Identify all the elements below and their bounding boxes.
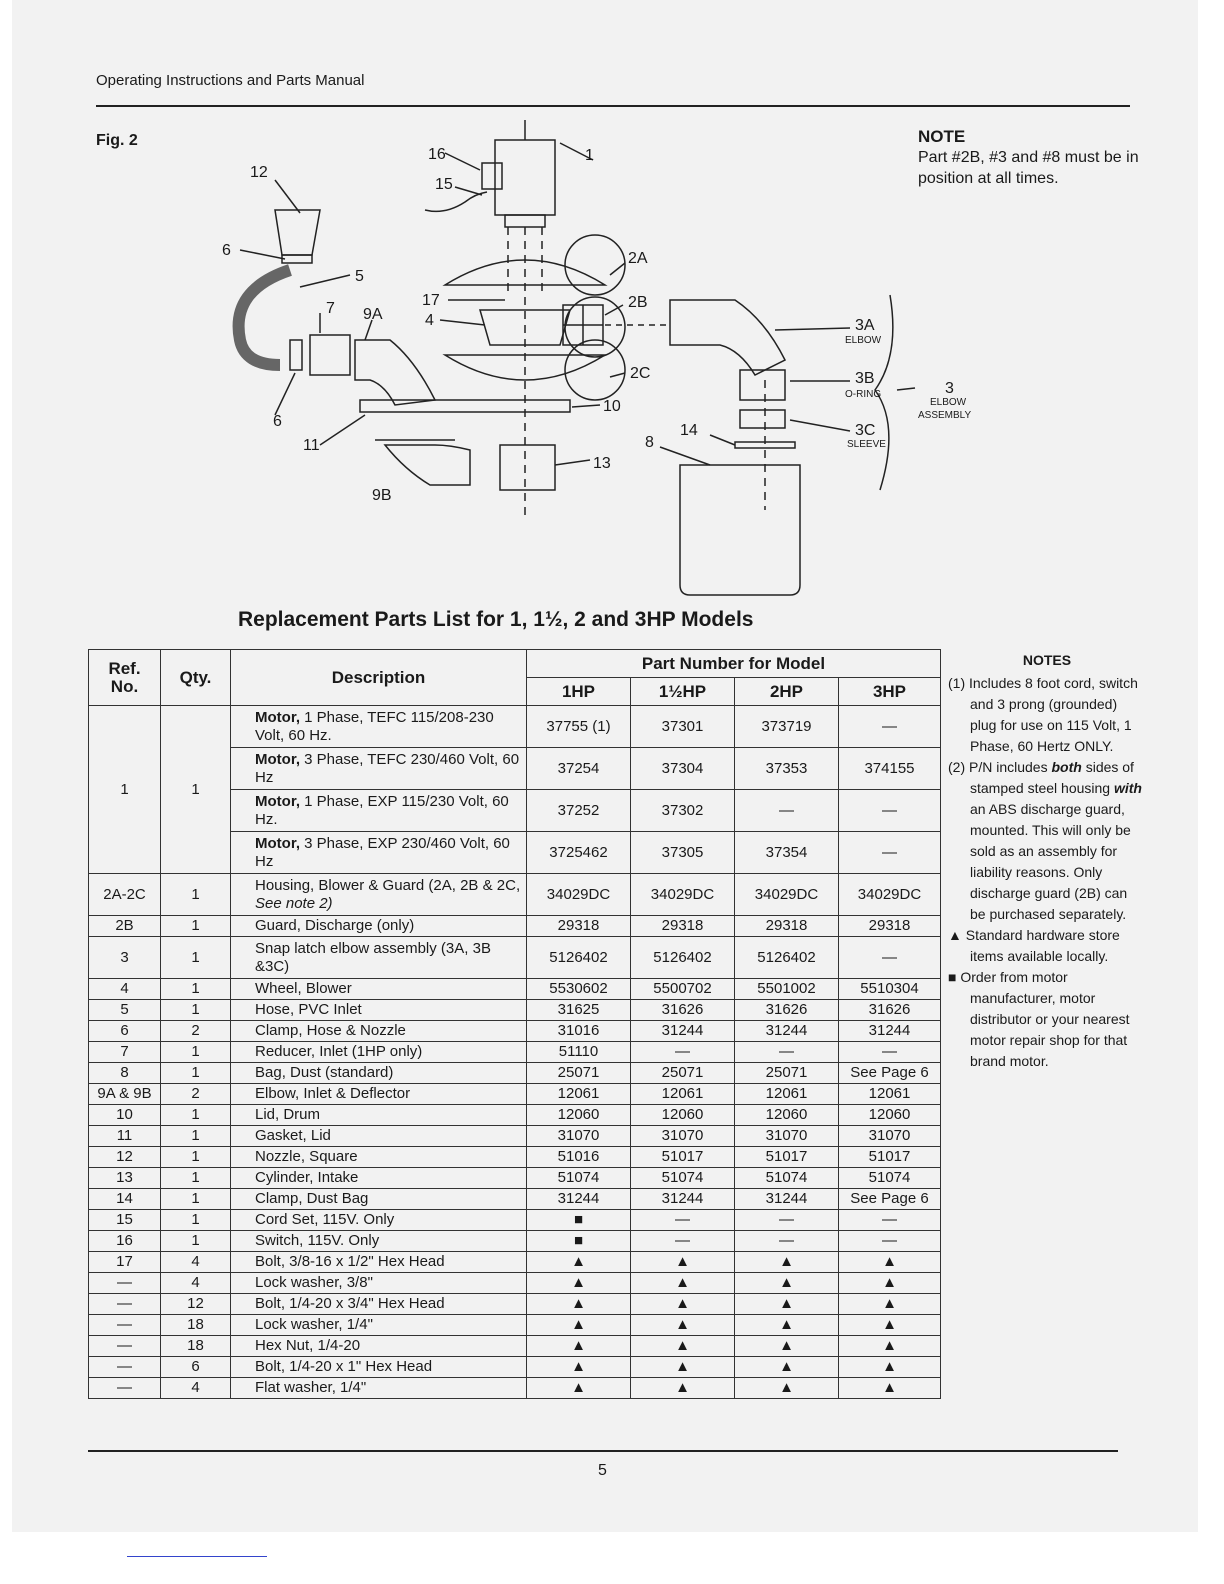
callout-7: 7 (326, 300, 335, 317)
note-text: Part #2B, #3 and #8 must be in position at all times. (918, 149, 1139, 187)
note-1: (1) Includes 8 foot cord, switch and 3 prong (grounded) plug for use on 115 Volt, 1 Phase, 60 Hertz ONLY. (948, 675, 1138, 754)
table-row (89, 1021, 941, 1042)
cell-3hp: 51074 (839, 1168, 941, 1189)
cell-2hp: ▲ (735, 1273, 839, 1294)
callout-12: 12 (250, 164, 268, 181)
parts-table (88, 649, 941, 1399)
cell-1-5hp: 31626 (631, 1000, 735, 1021)
cell-1hp: ▲ (527, 1252, 631, 1273)
cell-3hp: — (839, 1231, 941, 1252)
desc-text: 3 Phase, TEFC 230/460 Volt, 60 Hz (255, 750, 520, 786)
cell-1hp: 34029DC (527, 874, 631, 916)
cell-1-5hp: 51017 (631, 1147, 735, 1168)
table-row (89, 706, 941, 748)
desc-bold: Motor, (255, 792, 300, 810)
cell-qty: 12 (161, 1294, 231, 1315)
cell-qty: 1 (161, 1189, 231, 1210)
cell-3hp: ▲ (839, 1273, 941, 1294)
table-row (89, 1252, 941, 1273)
cell-1hp: 37252 (527, 790, 631, 832)
cell-3hp: 31070 (839, 1126, 941, 1147)
cell-ref: 9A & 9B (89, 1084, 161, 1105)
note-triangle: ▲ Standard hardware store items available locally. (948, 927, 1120, 964)
notes-panel (948, 650, 1146, 1072)
callout-15: 15 (435, 176, 453, 193)
cell-qty: 1 (161, 1147, 231, 1168)
cell-description (231, 790, 527, 832)
cell-2hp: ▲ (735, 1378, 839, 1399)
cell-3hp: — (839, 790, 941, 832)
cell-qty: 1 (161, 937, 231, 979)
notes-title: NOTES (1022, 652, 1072, 668)
footer-rule (88, 1450, 1118, 1452)
cell-2hp: 31626 (735, 1000, 839, 1021)
desc-text: 1 Phase, EXP 115/230 Volt, 60 Hz. (255, 792, 509, 828)
cell-2hp: ▲ (735, 1357, 839, 1378)
cell-description: Hose, PVC Inlet (231, 1000, 527, 1021)
cell-2hp: ▲ (735, 1336, 839, 1357)
cell-2hp: ▲ (735, 1315, 839, 1336)
cell-3hp: 34029DC (839, 874, 941, 916)
cell-ref: 15 (89, 1210, 161, 1231)
cell-1-5hp: — (631, 1210, 735, 1231)
callout-3a: 3A (855, 317, 875, 334)
cell-description: Flat washer, 1/4" (231, 1378, 527, 1399)
cell-3hp: 5510304 (839, 979, 941, 1000)
cell-3hp: — (839, 937, 941, 979)
header-ref: Ref. No. (89, 650, 161, 706)
cell-description: Guard, Discharge (only) (231, 916, 527, 937)
parts-diagram (200, 115, 1000, 605)
deflector-shape (385, 445, 470, 485)
callout-17: 17 (422, 292, 440, 309)
desc-text: Housing, Blower & Guard (2A, 2B & 2C, (255, 876, 521, 894)
cell-1hp: 31070 (527, 1126, 631, 1147)
cell-ref: 3 (89, 937, 161, 979)
cell-description: Bolt, 1/4-20 x 1" Hex Head (231, 1357, 527, 1378)
callout-10: 10 (603, 398, 621, 415)
cell-description: Cylinder, Intake (231, 1168, 527, 1189)
cell-qty: 4 (161, 1252, 231, 1273)
cell-2hp: 29318 (735, 916, 839, 937)
cell-qty: 1 (161, 1126, 231, 1147)
cell-ref: 7 (89, 1042, 161, 1063)
table-row (89, 1189, 941, 1210)
cell-1-5hp: 5126402 (631, 937, 735, 979)
cell-1-5hp: 5500702 (631, 979, 735, 1000)
cell-ref: — (89, 1336, 161, 1357)
header-part-number-group: Part Number for Model (527, 650, 941, 678)
cell-ref: 2B (89, 916, 161, 937)
cell-qty: 1 (161, 1000, 231, 1021)
cell-qty: 2 (161, 1021, 231, 1042)
cell-ref: — (89, 1378, 161, 1399)
cell-ref: 14 (89, 1189, 161, 1210)
desc-bold: Motor, (255, 750, 300, 768)
cell-2hp: — (735, 1231, 839, 1252)
table-title: Replacement Parts List for 1, 1½, 2 and 3HP Models (238, 608, 754, 631)
cell-description: Elbow, Inlet & Deflector (231, 1084, 527, 1105)
table-row (89, 979, 941, 1000)
callout-3c: 3C (855, 422, 876, 439)
cell-1hp: 5530602 (527, 979, 631, 1000)
cell-qty: 18 (161, 1315, 231, 1336)
cell-3hp: 51017 (839, 1147, 941, 1168)
cell-2hp: — (735, 1210, 839, 1231)
cell-description: Wheel, Blower (231, 979, 527, 1000)
table-row (89, 937, 941, 979)
table-row (89, 1336, 941, 1357)
cell-1-5hp: 37305 (631, 832, 735, 874)
cell-2hp: 31070 (735, 1126, 839, 1147)
cell-qty: 2 (161, 1084, 231, 1105)
cell-1hp: 31016 (527, 1021, 631, 1042)
cell-1hp: 12060 (527, 1105, 631, 1126)
cell-ref: 12 (89, 1147, 161, 1168)
cell-2hp: 25071 (735, 1063, 839, 1084)
table-row (89, 1063, 941, 1084)
desc-bold: Motor, (255, 834, 300, 852)
callout-14: 14 (680, 422, 698, 439)
cell-1hp: 51016 (527, 1147, 631, 1168)
cell-1-5hp: 12060 (631, 1105, 735, 1126)
cell-ref: — (89, 1357, 161, 1378)
note-square: ■ Order from motor manufacturer, motor distributor or your nearest motor repair shop for that brand motor. (948, 969, 1130, 1069)
cell-description: Lock washer, 1/4" (231, 1315, 527, 1336)
cell-3hp: ▲ (839, 1336, 941, 1357)
callout-6-top: 6 (222, 242, 231, 259)
figure-label: Fig. 2 (96, 132, 138, 149)
cell-1-5hp: — (631, 1042, 735, 1063)
note-title: NOTE (918, 127, 966, 146)
callout-8: 8 (645, 434, 654, 451)
cell-3hp: 31244 (839, 1021, 941, 1042)
cell-1-5hp: 37301 (631, 706, 735, 748)
cell-1-5hp: ▲ (631, 1273, 735, 1294)
cell-description: Snap latch elbow assembly (3A, 3B &3C) (231, 937, 527, 979)
cell-qty: 1 (161, 1231, 231, 1252)
table-row (89, 1105, 941, 1126)
cell-description: Nozzle, Square (231, 1147, 527, 1168)
switch-shape (482, 163, 502, 189)
cell-1-5hp: ▲ (631, 1378, 735, 1399)
callout-elbow-2: ELBOW (930, 397, 967, 408)
callout-1: 1 (585, 147, 594, 164)
cell-qty: 1 (161, 706, 231, 874)
cell-ref: 1 (89, 706, 161, 874)
cell-3hp: 29318 (839, 916, 941, 937)
cell-qty: 18 (161, 1336, 231, 1357)
callout-elbow: ELBOW (845, 335, 882, 346)
table-row (89, 1273, 941, 1294)
cell-description: Bolt, 3/8-16 x 1/2" Hex Head (231, 1252, 527, 1273)
cell-3hp: ▲ (839, 1357, 941, 1378)
cell-1-5hp: — (631, 1231, 735, 1252)
cell-3hp: ▲ (839, 1378, 941, 1399)
cell-1-5hp: ▲ (631, 1294, 735, 1315)
reducer-shape (310, 335, 350, 375)
cell-1hp: 51110 (527, 1042, 631, 1063)
header-description: Description (231, 650, 527, 706)
cell-2hp: 373719 (735, 706, 839, 748)
cell-description (231, 874, 527, 916)
callout-11: 11 (303, 437, 320, 454)
cell-description: Lid, Drum (231, 1105, 527, 1126)
header-qty: Qty. (161, 650, 231, 706)
cell-qty: 1 (161, 1210, 231, 1231)
cell-1hp: ■ (527, 1231, 631, 1252)
cell-1hp: 5126402 (527, 937, 631, 979)
callout-sleeve: SLEEVE (847, 439, 886, 450)
table-row (89, 874, 941, 916)
cell-qty: 1 (161, 874, 231, 916)
cell-description: Cord Set, 115V. Only (231, 1210, 527, 1231)
cell-description: Bag, Dust (standard) (231, 1063, 527, 1084)
cell-description: Bolt, 1/4-20 x 3/4" Hex Head (231, 1294, 527, 1315)
cell-3hp: 12060 (839, 1105, 941, 1126)
hose-shape (239, 270, 290, 365)
cell-1-5hp: 29318 (631, 916, 735, 937)
callout-13: 13 (593, 455, 611, 472)
table-row (89, 916, 941, 937)
cell-1hp: ▲ (527, 1294, 631, 1315)
callout-2a: 2A (628, 250, 648, 267)
cell-1-5hp: ▲ (631, 1357, 735, 1378)
cell-1-5hp: ▲ (631, 1336, 735, 1357)
cell-3hp: — (839, 1210, 941, 1231)
callout-5: 5 (355, 268, 364, 285)
desc-note: See note 2) (255, 894, 333, 912)
cell-1hp: 12061 (527, 1084, 631, 1105)
cell-1hp: ▲ (527, 1315, 631, 1336)
table-row (89, 1210, 941, 1231)
cell-1-5hp: ▲ (631, 1252, 735, 1273)
page-header: Operating Instructions and Parts Manual (96, 72, 365, 89)
cell-3hp: ▲ (839, 1294, 941, 1315)
sleeve-shape (740, 410, 785, 428)
dust-bag-shape (680, 465, 800, 595)
header-3hp: 3HP (839, 678, 941, 706)
nozzle-shape (275, 210, 320, 255)
cell-ref: 4 (89, 979, 161, 1000)
inlet-elbow-shape (355, 340, 435, 405)
cell-description: Reducer, Inlet (1HP only) (231, 1042, 527, 1063)
callout-2c: 2C (630, 365, 651, 382)
cell-1-5hp: 37304 (631, 748, 735, 790)
note-2: (2) P/N includes both sides of stamped steel housing with an ABS discharge guard, mounted. This will only be sold as an assembly for liability reasons. Only discharge guard (2B) can be purchased separately. (948, 759, 1142, 922)
cell-2hp: 51074 (735, 1168, 839, 1189)
table-row (89, 1231, 941, 1252)
cell-1hp: 51074 (527, 1168, 631, 1189)
cell-description (231, 748, 527, 790)
cell-qty: 4 (161, 1378, 231, 1399)
cell-3hp: — (839, 832, 941, 874)
table-row (89, 1042, 941, 1063)
page-number: 5 (598, 1462, 607, 1479)
cell-qty: 1 (161, 1063, 231, 1084)
cell-2hp: ▲ (735, 1294, 839, 1315)
cell-1hp: ▲ (527, 1357, 631, 1378)
cell-3hp: 374155 (839, 748, 941, 790)
cell-1-5hp: 51074 (631, 1168, 735, 1189)
cell-2hp: 12061 (735, 1084, 839, 1105)
callout-4: 4 (425, 312, 434, 329)
cell-ref: 5 (89, 1000, 161, 1021)
desc-text: 3 Phase, EXP 230/460 Volt, 60 Hz (255, 834, 510, 870)
callout-9b: 9B (372, 487, 392, 504)
cell-description (231, 832, 527, 874)
callout-3b: 3B (855, 370, 875, 387)
table-row (89, 1294, 941, 1315)
cell-description (231, 706, 527, 748)
cell-description: Switch, 115V. Only (231, 1231, 527, 1252)
table-row (89, 1147, 941, 1168)
cell-description: Gasket, Lid (231, 1126, 527, 1147)
callout-assembly: ASSEMBLY (918, 410, 972, 421)
cell-qty: 1 (161, 916, 231, 937)
cell-2hp: 37354 (735, 832, 839, 874)
header-1hp: 1HP (527, 678, 631, 706)
cell-1hp: 37755 (1) (527, 706, 631, 748)
cell-1-5hp: 12061 (631, 1084, 735, 1105)
cell-3hp: 31626 (839, 1000, 941, 1021)
scan-artifact-line (127, 1556, 267, 1557)
cell-1-5hp: 31244 (631, 1021, 735, 1042)
callout-9a: 9A (363, 306, 383, 323)
callout-3: 3 (945, 380, 954, 397)
cell-ref: — (89, 1315, 161, 1336)
cell-2hp: 5501002 (735, 979, 839, 1000)
cell-ref: — (89, 1273, 161, 1294)
cell-ref: 10 (89, 1105, 161, 1126)
callout-o-ring: O-RING (845, 389, 882, 400)
cell-ref: 8 (89, 1063, 161, 1084)
lid-shape (360, 400, 570, 412)
desc-bold: Motor, (255, 708, 300, 726)
callout-6-bottom: 6 (273, 413, 282, 430)
cell-1-5hp: 37302 (631, 790, 735, 832)
cell-1-5hp: 25071 (631, 1063, 735, 1084)
table-row (89, 1168, 941, 1189)
cell-1hp: 31244 (527, 1189, 631, 1210)
cell-1hp: 31625 (527, 1000, 631, 1021)
callout-16: 16 (428, 146, 446, 163)
cell-3hp: See Page 6 (839, 1189, 941, 1210)
cell-1-5hp: 31070 (631, 1126, 735, 1147)
header-rule (96, 105, 1130, 107)
cell-3hp: 12061 (839, 1084, 941, 1105)
table-row (89, 1378, 941, 1399)
table-row (89, 1357, 941, 1378)
elbow-3a-shape (670, 300, 785, 375)
cell-ref: 6 (89, 1021, 161, 1042)
cell-1-5hp: ▲ (631, 1315, 735, 1336)
table-row (89, 1315, 941, 1336)
cell-2hp: — (735, 1042, 839, 1063)
cell-1hp: ▲ (527, 1336, 631, 1357)
cell-2hp: 5126402 (735, 937, 839, 979)
callout-2b: 2B (628, 294, 648, 311)
cell-1hp: ▲ (527, 1378, 631, 1399)
cell-2hp: 51017 (735, 1147, 839, 1168)
cell-2hp: ▲ (735, 1252, 839, 1273)
cell-description: Clamp, Hose & Nozzle (231, 1021, 527, 1042)
cell-3hp: See Page 6 (839, 1063, 941, 1084)
cell-3hp: ▲ (839, 1252, 941, 1273)
cell-3hp: ▲ (839, 1315, 941, 1336)
intake-cylinder-shape (500, 445, 555, 490)
cell-ref: 11 (89, 1126, 161, 1147)
cell-qty: 4 (161, 1273, 231, 1294)
cell-qty: 6 (161, 1357, 231, 1378)
cell-ref: — (89, 1294, 161, 1315)
cell-1-5hp: 34029DC (631, 874, 735, 916)
header-1-5hp: 1½HP (631, 678, 735, 706)
cell-3hp: — (839, 1042, 941, 1063)
cell-ref: 17 (89, 1252, 161, 1273)
cell-1hp: 29318 (527, 916, 631, 937)
cell-3hp: — (839, 706, 941, 748)
cell-2hp: 34029DC (735, 874, 839, 916)
table-row (89, 1084, 941, 1105)
cell-1hp: ■ (527, 1210, 631, 1231)
cell-2hp: 12060 (735, 1105, 839, 1126)
cell-2hp: 31244 (735, 1021, 839, 1042)
cell-ref: 2A-2C (89, 874, 161, 916)
cell-qty: 1 (161, 1105, 231, 1126)
cell-2hp: — (735, 790, 839, 832)
motor-shape (495, 140, 555, 215)
desc-text: 1 Phase, TEFC 115/208-230 Volt, 60 Hz. (255, 708, 494, 744)
cell-1hp: 3725462 (527, 832, 631, 874)
cell-2hp: 31244 (735, 1189, 839, 1210)
header-2hp: 2HP (735, 678, 839, 706)
cell-1hp: ▲ (527, 1273, 631, 1294)
cell-ref: 13 (89, 1168, 161, 1189)
cell-description: Clamp, Dust Bag (231, 1189, 527, 1210)
cell-1hp: 25071 (527, 1063, 631, 1084)
cell-qty: 1 (161, 1042, 231, 1063)
table-row (89, 1000, 941, 1021)
cell-qty: 1 (161, 979, 231, 1000)
cell-1-5hp: 31244 (631, 1189, 735, 1210)
cell-ref: 16 (89, 1231, 161, 1252)
cell-description: Hex Nut, 1/4-20 (231, 1336, 527, 1357)
table-row (89, 1126, 941, 1147)
cell-qty: 1 (161, 1168, 231, 1189)
cell-2hp: 37353 (735, 748, 839, 790)
cell-1hp: 37254 (527, 748, 631, 790)
cell-description: Lock washer, 3/8" (231, 1273, 527, 1294)
